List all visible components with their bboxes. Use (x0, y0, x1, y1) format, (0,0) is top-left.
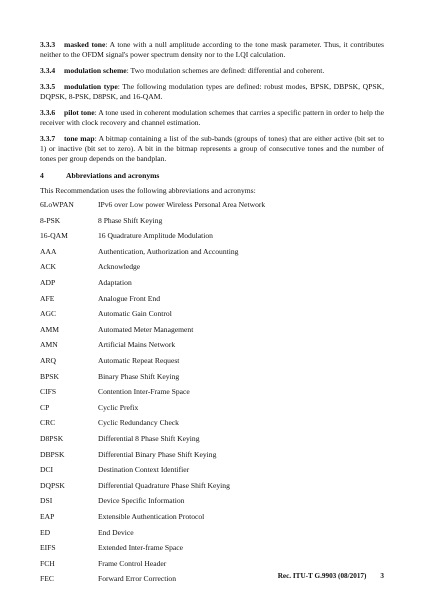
abbreviation-term: ADP (40, 278, 56, 287)
abbreviation-expansion: Adaptation (98, 278, 132, 287)
abbreviation-expansion: Device Specific Information (98, 496, 185, 506)
definition-number: 3.3.3 (40, 40, 56, 49)
abbreviation-row (40, 496, 384, 509)
definition-text: : A tone used in coherent modulation schemes that carries a specific pattern in order to help the receiver with clock recovery and channel estimation. (40, 108, 384, 127)
abbreviation-expansion: Analogue Front End (98, 293, 161, 303)
abbreviation-term: 8-PSK (40, 215, 61, 225)
definition-term: masked tone (64, 40, 106, 49)
abbreviation-term: BPSK (40, 371, 59, 381)
abbreviation-expansion: Contention Inter-Frame Space (98, 387, 190, 397)
abbreviation-expansion: Forward Error Correction (98, 574, 177, 584)
definition-text: : A tone with a null amplitude according to the tone mask parameter. Thus, it contributes neither to the OFDM signal's power spectrum density nor to the LQI calculation. (40, 40, 384, 59)
definition-number: 3.3.4 (40, 66, 56, 75)
footer-reference: Rec. ITU-T G.9903 (08/2017) (277, 572, 367, 580)
abbreviation-row (40, 247, 384, 260)
abbreviation-row (40, 356, 384, 369)
section-title: Abbreviations and acronyms (66, 171, 160, 180)
page-footer (278, 571, 384, 581)
abbreviation-row (40, 403, 384, 416)
page-number: 3 (380, 572, 384, 580)
abbreviation-term: DSI (40, 496, 53, 506)
section-heading (40, 171, 159, 181)
abbreviation-term: FEC (40, 574, 54, 584)
abbreviation-expansion: Extended Inter-frame Space (98, 543, 184, 553)
definition-term: pilot tone (64, 108, 95, 117)
abbreviation-term: ACK (40, 262, 57, 272)
abbreviation-row (40, 309, 384, 322)
abbreviation-row (40, 200, 384, 213)
abbreviation-term: EAP (40, 512, 55, 521)
definition-pilot-tone (40, 108, 384, 128)
definition-number: 3.3.5 (40, 82, 56, 91)
abbreviation-expansion: Differential 8 Phase Shift Keying (98, 434, 200, 443)
abbreviation-expansion: Differential Binary Phase Shift Keying (98, 449, 217, 459)
abbreviation-term: EIFS (40, 543, 56, 553)
abbreviation-expansion: Acknowledge (98, 262, 141, 272)
abbreviation-expansion: Cyclic Prefix (98, 402, 139, 412)
definition-text: : The following modulation types are defined: robust modes, BPSK, DBPSK, QPSK, DQPSK, 8-PSK, D8PSK, and 16-QAM. (40, 82, 384, 101)
abbreviation-term: CIFS (40, 387, 57, 397)
abbreviation-row (40, 340, 384, 353)
abbreviation-row (40, 216, 384, 229)
abbreviation-row (40, 278, 384, 291)
abbreviation-expansion: Automatic Gain Control (98, 309, 172, 319)
definition-term: tone map (64, 134, 95, 143)
abbreviation-row (40, 372, 384, 385)
abbreviation-expansion: Cyclic Redundancy Check (98, 418, 179, 428)
abbreviation-row (40, 528, 384, 541)
definition-term: modulation type (64, 82, 118, 91)
abbreviation-expansion: Automatic Repeat Request (98, 356, 180, 365)
abbreviation-row (40, 543, 384, 556)
abbreviation-term: D8PSK (40, 434, 64, 443)
abbreviation-row (40, 434, 384, 447)
definition-number: 3.3.6 (40, 108, 56, 117)
abbreviation-row (40, 465, 384, 478)
abbreviation-term: 16-QAM (40, 231, 68, 241)
definition-tone-map (40, 134, 384, 164)
abbreviation-row (40, 481, 384, 494)
abbreviation-expansion: Extensible Authentication Protocol (98, 512, 205, 521)
abbreviation-expansion: Differential Quadrature Phase Shift Keying (98, 480, 230, 490)
abbreviation-expansion: Destination Context Identifier (98, 465, 190, 475)
abbreviation-term: CP (40, 402, 50, 412)
abbreviation-term: ED (40, 527, 51, 537)
definition-modulation-type (40, 82, 384, 102)
abbreviation-row (40, 512, 384, 525)
definition-text: : Two modulation schemes are defined: differential and coherent. (126, 66, 325, 75)
abbreviation-expansion: Automated Meter Management (98, 324, 194, 334)
abbreviation-expansion: 8 Phase Shift Keying (98, 215, 163, 225)
abbreviation-term: DBPSK (40, 449, 65, 459)
abbreviation-term: AGC (40, 309, 57, 319)
abbreviation-row (40, 559, 384, 572)
abbreviation-expansion: IPv6 over Low power Wireless Personal Area Network (98, 200, 266, 209)
definition-text: : A bitmap containing a list of the sub-bands (groups of tones) that are either active (bit set to 1) or inactive (bit set to zero). A bit in the bitmap represents a group of consecutive tones and the number of tones per group depends on the bandplan. (40, 134, 384, 163)
definition-modulation-scheme (40, 66, 384, 76)
abbreviation-row (40, 387, 384, 400)
section-intro: This Recommendation uses the following abbreviations and acronyms: (40, 186, 256, 195)
abbreviation-row (40, 450, 384, 463)
abbreviation-term: 6LoWPAN (40, 200, 74, 209)
abbreviation-term: DQPSK (40, 480, 65, 490)
abbreviation-term: AMN (40, 340, 58, 350)
abbreviation-expansion: End Device (98, 527, 134, 537)
abbreviation-term: AMM (40, 324, 59, 334)
abbreviation-term: ARQ (40, 356, 57, 365)
definition-masked-tone (40, 40, 384, 60)
definition-number: 3.3.7 (40, 134, 56, 143)
abbreviation-row (40, 325, 384, 338)
abbreviation-term: DCI (40, 465, 54, 475)
abbreviation-term: FCH (40, 558, 55, 568)
abbreviation-row (40, 418, 384, 431)
abbreviation-term: CRC (40, 418, 56, 428)
abbreviation-expansion: Authentication, Authorization and Accounting (98, 246, 239, 256)
abbreviation-expansion: 16 Quadrature Amplitude Modulation (98, 231, 213, 241)
abbreviation-row (40, 294, 384, 307)
abbreviation-expansion: Frame Control Header (98, 558, 167, 568)
abbreviation-row (40, 262, 384, 275)
abbreviation-term: AFE (40, 293, 55, 303)
abbreviation-term: AAA (40, 246, 57, 256)
abbreviation-row (40, 231, 384, 244)
section-number: 4 (40, 171, 44, 180)
abbreviation-expansion: Artificial Mains Network (98, 340, 176, 350)
definition-term: modulation scheme (64, 66, 127, 75)
abbreviation-expansion: Binary Phase Shift Keying (98, 371, 180, 381)
